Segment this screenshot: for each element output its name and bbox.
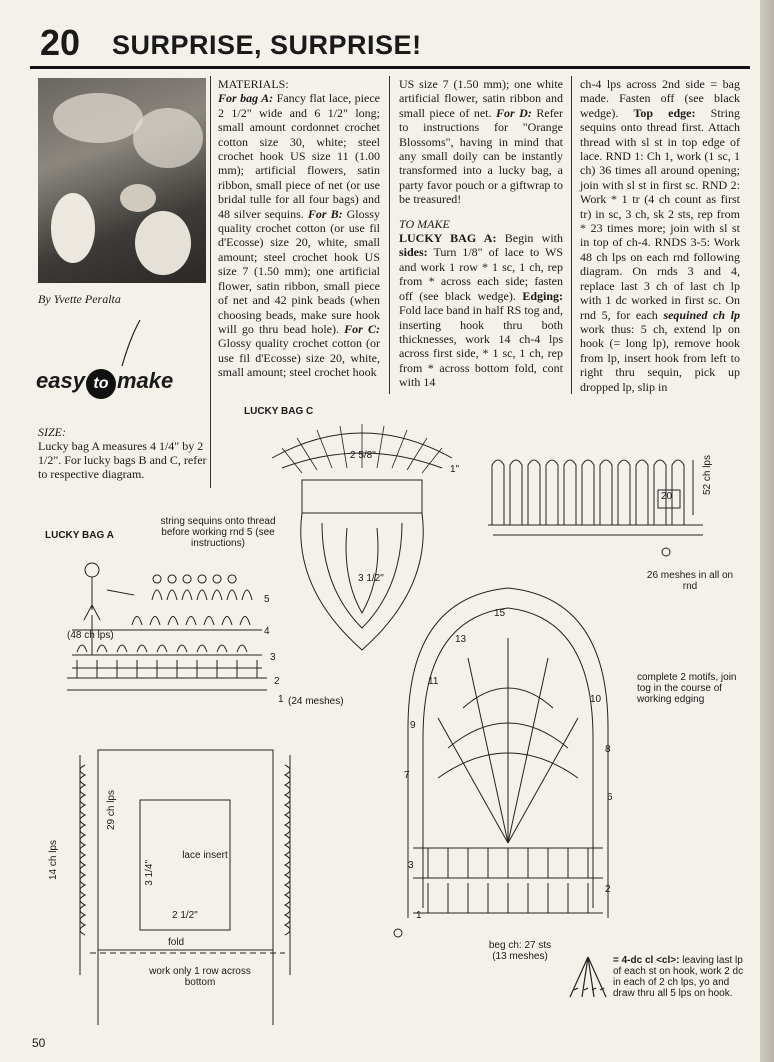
bag-a-24-meshes: (24 meshes) — [288, 696, 344, 707]
cluster-legend-text: leaving last lp of each st on hook, work 2 dc in each of 2 ch lps, yo and draw thru all 5 lps on hook. — [613, 955, 744, 999]
sides-label: sides: — [399, 245, 428, 260]
badge-word-easy: easy — [36, 368, 85, 393]
lucky-bag-c-title: LUCKY BAG C — [244, 406, 314, 417]
motif-round-11: 11 — [428, 676, 439, 687]
product-photo — [38, 78, 206, 283]
column-divider — [571, 76, 572, 394]
photo-illustration — [38, 78, 206, 283]
bag-a-flat-diagram — [40, 735, 310, 1035]
lucky-bag-a-intro: Begin with — [504, 231, 564, 246]
size-text: Lucky bag A measures 4 1/4" by 2 1/2". For lucky bags B and C, refer to respective diagram. — [38, 439, 207, 481]
badge-word-to: to — [86, 369, 116, 399]
bag-a-48-lps: (48 ch lps) — [67, 630, 114, 641]
bag-d-label: For D: — [496, 105, 532, 120]
top-edge-text: String sequins onto thread first. Attach thread with sl st in top edge of lace. RND 1: Ch 1, work (1 sc, 1 ch) 36 times all around opening; join with sl st in first sc. RND 2: Work * 1 tr (4 ch count as first tr) in sc, 3 ch, sk 2 sts, rep from * 23 times more; join with sl st in top of ch-4. RNDS 3-5: Work 48 ch lps on each rnd following diagram. On rnds 3 and 4, replace last 3 ch of last ch lp with 1 dc worked in first sc. On rnd 5, for each — [580, 105, 740, 322]
bag-a-label: For bag A: — [218, 91, 274, 106]
chart-c-meshes: 26 meshes in all on rnd — [646, 570, 734, 592]
column-divider — [210, 76, 211, 488]
motif-round-15: 15 — [494, 608, 506, 619]
materials-heading: MATERIALS: — [218, 77, 289, 91]
bag-c-chart — [478, 440, 718, 570]
materials-column — [218, 77, 380, 380]
bag-a-row-1: 1 — [278, 694, 284, 705]
cluster-legend — [613, 955, 748, 999]
instructions-column-3 — [580, 77, 740, 394]
easy-to-make-badge — [36, 368, 173, 399]
motif-round-1: 1 — [416, 910, 422, 921]
bag-c-materials-cont: US size 7 (1.50 mm); one white artificial flower, satin ribbon and small piece of net. — [399, 77, 563, 120]
page-edge — [760, 0, 774, 1062]
page-number: 50 — [32, 1036, 46, 1050]
bag-c-label: For C: — [344, 321, 380, 336]
motif-round-3: 3 — [408, 860, 414, 871]
motif-round-13: 13 — [455, 634, 467, 645]
bag-c-materials: Glossy quality crochet cotton (or use fil d'Ecosse) size 20, white, small amount; steel crochet hook — [218, 336, 380, 380]
bag-c-height: 3 1/2" — [358, 573, 384, 584]
pattern-number: 20 — [40, 22, 81, 63]
sequin-note: string sequins onto thread before working rnd 5 (see instructions) — [160, 516, 276, 549]
sides-text: Turn 1/8" of lace to WS and work 1 row * 1 sc, 1 ch, rep from * across each side; fasten off (see black wedge). — [399, 245, 563, 303]
bag-c-band: 1" — [450, 464, 460, 475]
bag-c-width: 2 5/8" — [350, 450, 376, 461]
edging-label: Edging: — [522, 288, 563, 303]
lucky-bag-a-label: LUCKY BAG A: — [399, 231, 497, 246]
flat-height: 3 1/4" — [144, 860, 155, 886]
sequined-lp-text: work thus: 5 ch, extend lp on hook (= long lp), remove hook from lp, insert hook from left to right thru sequin, pick up dropped lp, slip in — [580, 321, 740, 394]
motif-round-10: 10 — [590, 694, 602, 705]
flat-14-lps: 14 ch lps — [48, 840, 59, 881]
motif-beg-ch: beg ch: 27 sts (13 meshes) — [488, 940, 552, 962]
top-edge-label: Top edge: — [633, 105, 696, 120]
bag-finish-text: ch-4 lps across 2nd side = bag made. Fasten off (see black wedge). — [580, 77, 740, 120]
sequined-lp-term: sequined ch lp — [663, 307, 741, 322]
instructions-column-2 — [399, 77, 563, 390]
chart-c-round-20: 20 — [661, 491, 673, 502]
motif-join-note: complete 2 motifs, join tog in the course of working edging — [637, 672, 737, 705]
flat-lace-insert: lace insert — [182, 850, 228, 861]
flat-fold: fold — [168, 937, 185, 948]
badge-word-make: make — [116, 368, 174, 393]
bag-b-motif-chart — [378, 578, 638, 948]
cluster-symbol-icon — [564, 952, 612, 1002]
bag-a-row-4: 4 — [264, 626, 270, 637]
chart-c-52-lps: 52 ch lps — [702, 455, 713, 496]
bag-a-row-5: 5 — [264, 594, 270, 605]
byline: By Yvette Peralta — [38, 292, 121, 306]
edging-text: Fold lace band in half RS tog and, inserting hook thru both thicknesses, work 14 ch-4 lps across first side, * 1 sc, 1 ch, rep from * across bottom fold, cont with 14 — [399, 303, 563, 390]
pattern-title: SURPRISE, SURPRISE! — [112, 30, 422, 60]
bag-b-label: For B: — [307, 206, 343, 221]
bag-a-materials: Fancy flat lace, piece 2 1/2" wide and 6 1/2" long; small amount cordonnet crochet cotton size 30, white; steel crochet hook US size 11 (1.00 mm); artificial flowers, satin ribbon, small piece of net (or use bridal tulle for all four bags) and 48 silver sequins. — [218, 91, 380, 221]
bag-a-row-3: 3 — [270, 652, 276, 663]
size-heading: SIZE: — [38, 425, 66, 439]
badge-stem — [100, 318, 160, 373]
motif-round-2: 2 — [605, 884, 611, 895]
motif-round-9: 9 — [410, 720, 416, 731]
lucky-bag-a-title: LUCKY BAG A — [45, 530, 114, 541]
flat-width: 2 1/2" — [172, 910, 198, 921]
size-section — [38, 425, 208, 481]
flat-29-lps: 29 ch lps — [106, 790, 117, 831]
column-divider — [389, 76, 390, 394]
motif-round-6: 6 — [607, 792, 613, 803]
motif-round-8: 8 — [605, 744, 611, 755]
cluster-legend-label: = 4-dc cl <cl>: — [613, 955, 680, 966]
to-make-heading: TO MAKE — [399, 216, 450, 231]
bag-a-row-2: 2 — [274, 676, 280, 687]
bag-b-materials: Glossy quality crochet cotton (or use fil d'Ecosse) size 20, white, small amount; steel crochet hook US size 7 (1.50 mm); one artificial flower, satin ribbon, small piece of net and 42 pink beads (when choosing beads, make sure hook will go thru bead hole). — [218, 206, 380, 336]
flat-work-note: work only 1 row across bottom — [149, 966, 251, 988]
bag-d-text: Refer to instructions for "Orange Blossoms", having in mind that any small doily can be instantly transformed into a lucky bag, a party favor pouch or a giftwrap to be treasured! — [399, 105, 564, 207]
motif-round-7: 7 — [404, 770, 410, 781]
